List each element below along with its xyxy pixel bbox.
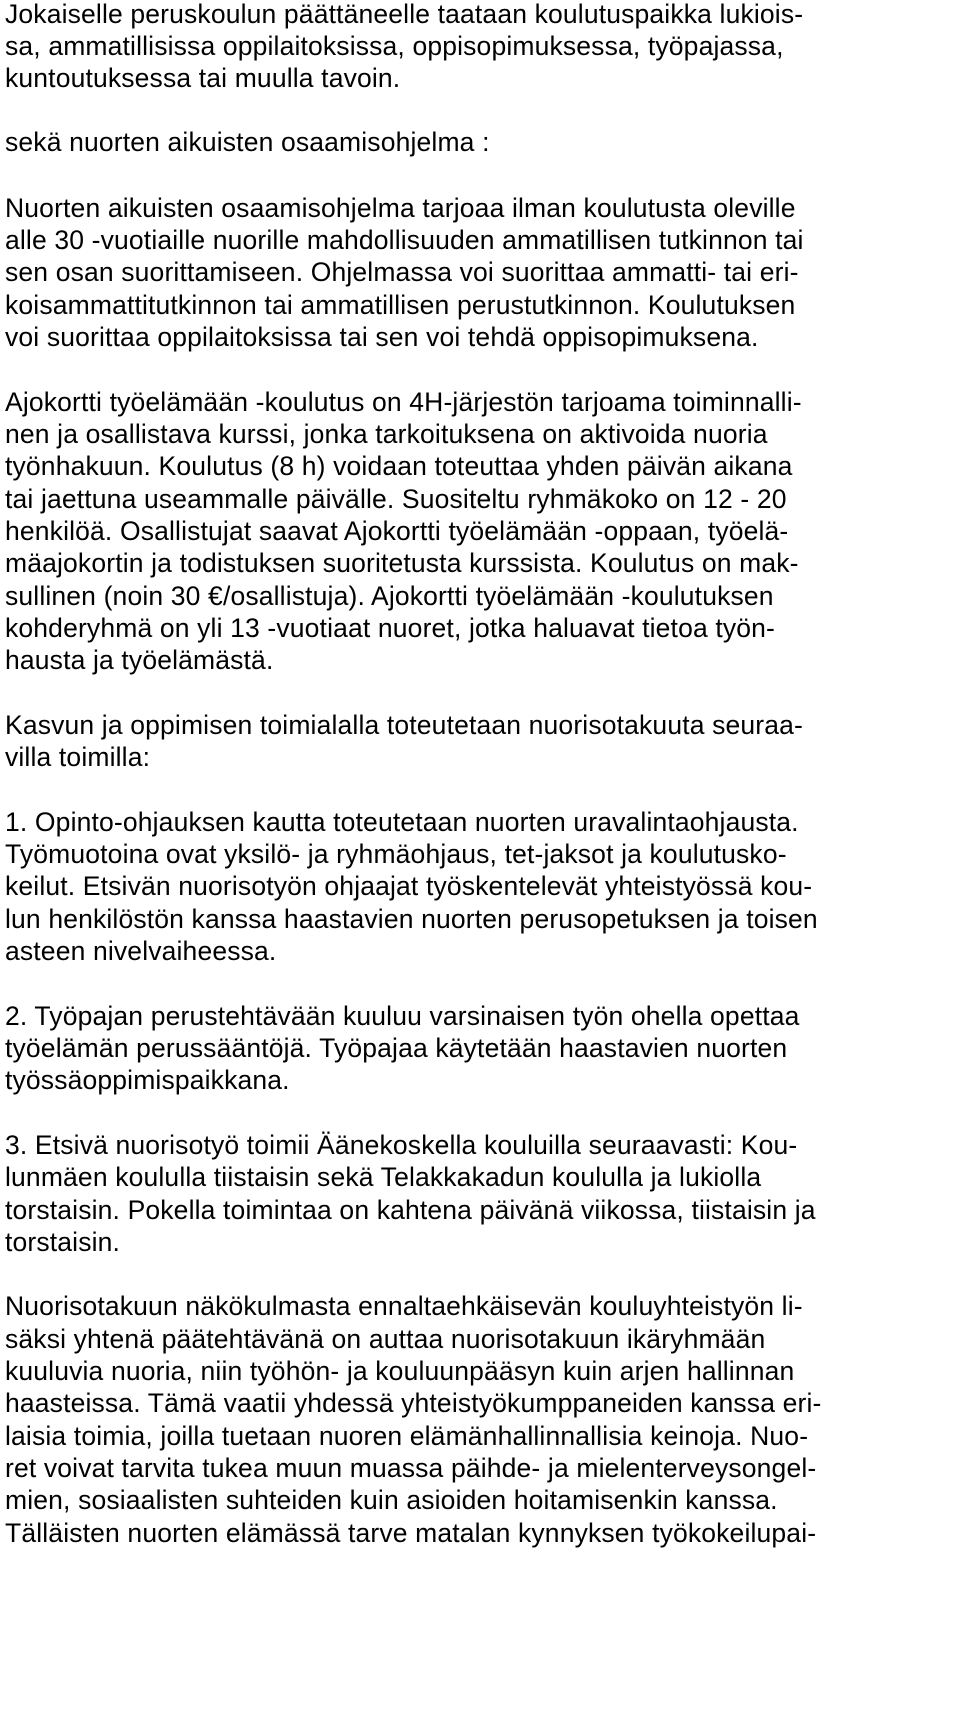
- text-line-32: torstaisin.: [5, 1227, 121, 1257]
- text-line-19: Kasvun ja oppimisen toimialalla toteutetaan nuorisotakuuta seuraa-: [5, 710, 804, 740]
- text-line-6: alle 30 -vuotiaille nuorille mahdollisuuden ammatillisen tutkinnon tai: [5, 225, 804, 255]
- text-line-36: haasteissa. Tämä vaatii yhdessä yhteistyökumppaneiden kanssa eri-: [5, 1388, 822, 1418]
- text-line-5: Nuorten aikuisten osaamisohjelma tarjoaa ilman koulutusta oleville: [5, 193, 796, 223]
- text-line-27: työelämän perussääntöjä. Työpajaa käytetään haastavien nuorten: [5, 1033, 788, 1063]
- text-line-15: mäajokortin ja todistuksen suoritetusta kurssista. Koulutus on mak-: [5, 548, 799, 578]
- text-line-8: koisammattitutkinnon tai ammatillisen perustutkinnon. Koulutuksen: [5, 290, 796, 320]
- text-line-35: kuuluvia nuoria, niin työhön- ja kouluunpääsyn kuin arjen hallinnan: [5, 1356, 795, 1386]
- text-line-7: sen osan suorittamiseen. Ohjelmassa voi suorittaa ammatti- tai eri-: [5, 257, 799, 287]
- text-line-13: tai jaettuna useammalle päivälle. Suositeltu ryhmäkoko on 12 - 20: [5, 484, 787, 514]
- text-line-40: Tälläisten nuorten elämässä tarve matalan kynnyksen työkokeilupai-: [5, 1518, 817, 1548]
- text-line-1: Jokaiselle peruskoulun päättäneelle taataan koulutuspaikka lukiois-: [5, 0, 804, 29]
- text-line-21: 1. Opinto-ohjauksen kautta toteutetaan nuorten uravalintaohjausta.: [5, 807, 799, 837]
- text-line-24: lun henkilöstön kanssa haastavien nuorten perusopetuksen ja toisen: [5, 904, 818, 934]
- text-line-16: sullinen (noin 30 €/osallistuja). Ajokortti työelämään -koulutuksen: [5, 581, 774, 611]
- text-line-10: Ajokortti työelämään -koulutus on 4H-järjestön tarjoama toiminnalli-: [5, 387, 802, 417]
- text-line-2: sa, ammatillisissa oppilaitoksissa, oppisopimuksessa, työpajassa,: [5, 31, 784, 61]
- text-line-9: voi suorittaa oppilaitoksissa tai sen voi tehdä oppisopimuksena.: [5, 322, 759, 352]
- text-line-12: työnhakuun. Koulutus (8 h) voidaan toteuttaa yhden päivän aikana: [5, 451, 793, 481]
- text-line-4: sekä nuorten aikuisten osaamisohjelma :: [5, 127, 490, 157]
- text-line-23: keilut. Etsivän nuorisotyön ohjaajat työskentelevät yhteistyössä kou-: [5, 871, 813, 901]
- text-line-38: ret voivat tarvita tukea muun muassa päihde- ja mielenterveysongel-: [5, 1453, 817, 1483]
- text-line-3: kuntoutuksessa tai muulla tavoin.: [5, 63, 401, 93]
- text-line-37: laisia toimia, joilla tuetaan nuoren elämänhallinnallisia keinoja. Nuo-: [5, 1421, 809, 1451]
- text-line-28: työssäoppimispaikkana.: [5, 1065, 290, 1095]
- text-line-18: hausta ja työelämästä.: [5, 645, 274, 675]
- text-line-11: nen ja osallistava kurssi, jonka tarkoituksena on aktivoida nuoria: [5, 419, 768, 449]
- text-line-30: lunmäen koululla tiistaisin sekä Telakkakadun koululla ja lukiolla: [5, 1162, 762, 1192]
- text-line-34: säksi yhtenä päätehtävänä on auttaa nuorisotakuun ikäryhmään: [5, 1324, 766, 1354]
- text-line-29: 3. Etsivä nuorisotyö toimii Äänekoskella kouluilla seuraavasti: Kou-: [5, 1130, 798, 1160]
- text-line-33: Nuorisotakuun näkökulmasta ennaltaehkäisevän kouluyhteistyön li-: [5, 1291, 803, 1321]
- text-line-39: mien, sosiaalisten suhteiden kuin asioiden hoitamisenkin kanssa.: [5, 1485, 778, 1515]
- text-line-31: torstaisin. Pokella toimintaa on kahtena päivänä viikossa, tiistaisin ja: [5, 1195, 816, 1225]
- text-line-14: henkilöä. Osallistujat saavat Ajokortti työelämään -oppaan, työelä-: [5, 516, 789, 546]
- text-line-25: asteen nivelvaiheessa.: [5, 936, 277, 966]
- text-line-17: kohderyhmä on yli 13 -vuotiaat nuoret, jotka haluavat tietoa työn-: [5, 613, 776, 643]
- text-line-26: 2. Työpajan perustehtävään kuuluu varsinaisen työn ohella opettaa: [5, 1001, 800, 1031]
- text-line-20: villa toimilla:: [5, 742, 151, 772]
- text-line-22: Työmuotoina ovat yksilö- ja ryhmäohjaus, tet-jaksot ja koulutusko-: [5, 839, 787, 869]
